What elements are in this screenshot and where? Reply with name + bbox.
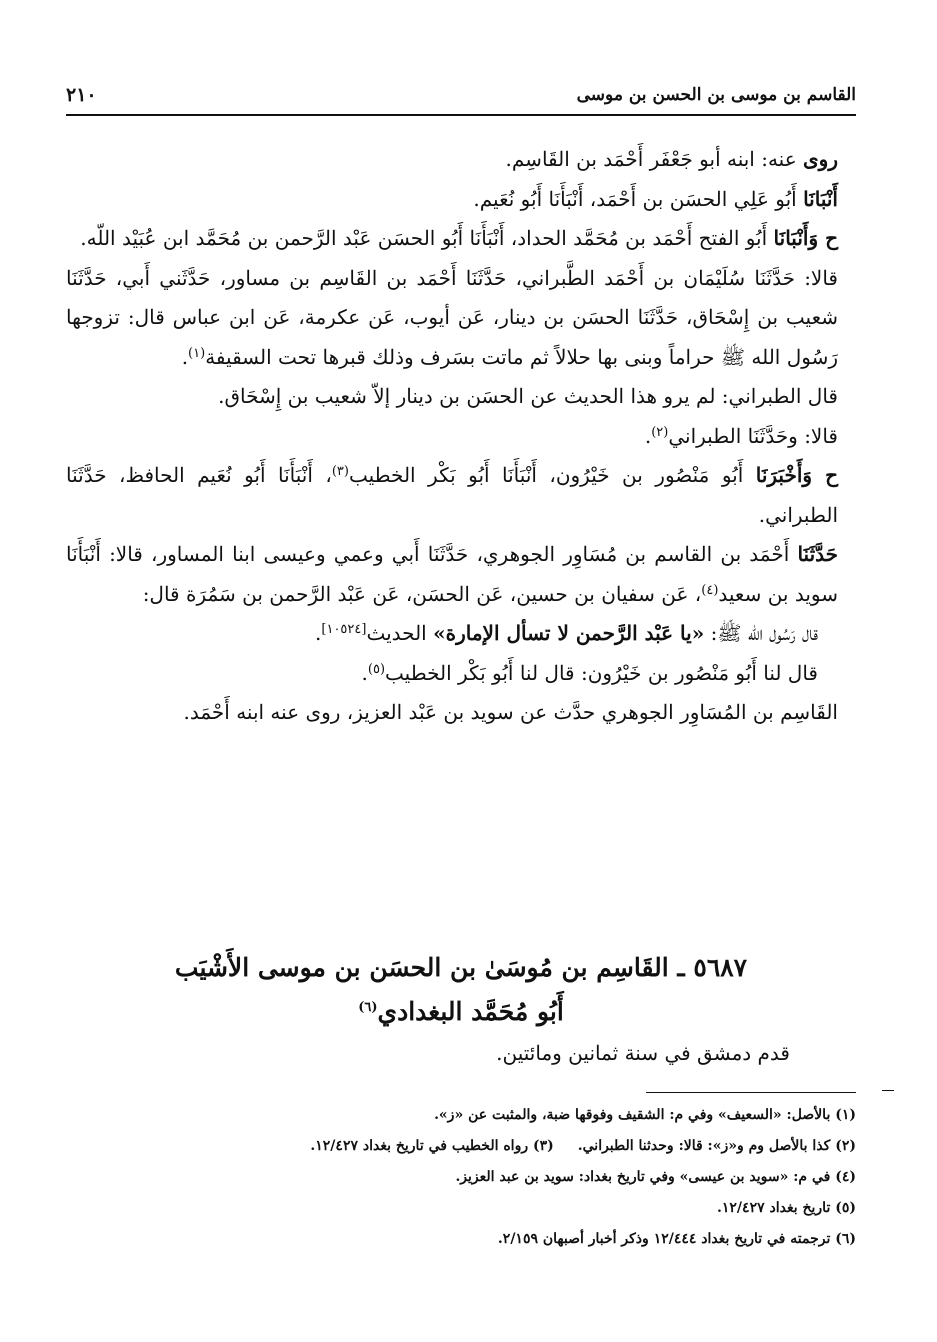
footnote-ref[interactable]: (٤) xyxy=(701,582,719,598)
paragraph xyxy=(66,140,856,180)
footnote-separator xyxy=(646,1092,856,1093)
header-rule xyxy=(66,114,856,116)
footnotes xyxy=(66,1100,856,1255)
paragraph xyxy=(66,654,856,694)
footnote-text: بالأصل: «السعيف» وفي م: الشقيف وفوقها ضبة، والمثبت عن «ز». xyxy=(434,1107,831,1123)
paragraph-text: أَبُو مَنْصُور بن خَيْرُون، أَنْبَأَنَا أَبُو بَكْر الخطيب xyxy=(348,463,756,487)
footnote-number: (٤) xyxy=(835,1169,856,1185)
footnote-ref[interactable]: (٥) xyxy=(367,661,386,677)
paragraph-text: الحديث xyxy=(366,621,434,645)
footnote xyxy=(66,1224,856,1255)
paragraph xyxy=(66,535,856,614)
footnote-text: تاريخ بغداد ١٢/٤٢٧. xyxy=(717,1200,831,1216)
entry-note-text: قدم دمشق في سنة ثمانين ومائتين. xyxy=(496,1041,790,1065)
footnote-ref[interactable]: (٣) xyxy=(331,464,349,479)
paragraph-tail: . xyxy=(361,660,368,685)
entry-heading xyxy=(66,946,856,1034)
paragraph-text: قال رَسُول الله ﷺ: xyxy=(704,621,818,645)
keyword: روى xyxy=(803,147,838,171)
footnote-text: رواه الخطيب في تاريخ بغداد ١٢/٤٢٧. xyxy=(310,1138,529,1154)
entry-note xyxy=(66,1035,856,1071)
keyword: حَدَّثَنَا xyxy=(797,542,838,566)
paragraph-text: أَبُو عَلِي الحسَن بن أَحْمَد، أَنْبَأَنَا أَبُو نُعَيم. xyxy=(473,186,804,211)
hadith-quote: «يا عَبْد الرَّحمن لا تسأل الإمارة» xyxy=(433,621,705,645)
paragraph xyxy=(66,456,856,535)
paragraph-text: قال الطبراني: لم يرو هذا الحديث عن الحسَن بن دينار إلاّ شعيب بن إِسْحَاق. xyxy=(218,384,838,408)
footnote-number: (٣) xyxy=(532,1138,554,1154)
running-title: القاسم بن موسى بن الحسن بن موسى xyxy=(576,85,856,105)
footnote-number: (١) xyxy=(835,1107,856,1123)
entry-title-line2 xyxy=(66,990,856,1034)
footnote xyxy=(66,1131,856,1162)
paragraph-tail: ، عَن سفيان بن حسين، عَن الحسَن، عَن عَبْد الرَّحمن بن سَمُرَة قال: xyxy=(142,581,702,606)
paragraph-text: أَبُو الفتح أَحْمَد بن مُحَمَّد الحداد، أَنْبَأَنَا أَبُو الحسَن عَبْد الرَّحمن بن مُحَمَّد ابن عُبَيْد اللّه. xyxy=(80,226,774,250)
footnote-ref[interactable]: (١) xyxy=(188,345,206,361)
paragraph-text: القَاسِم بن المُسَاوِر الجوهري حدَّث عن سويد بن عَبْد العزيز، روى عنه ابنه أَحْمَد. xyxy=(183,700,838,724)
footnote xyxy=(66,1100,856,1131)
footnote-text: ترجمته في تاريخ بغداد ١٢/٤٤٤ وذكر أخبار أصبهان ٢/١٥٩. xyxy=(497,1231,831,1247)
footnote-number: (٢) xyxy=(835,1138,856,1154)
paragraph xyxy=(66,259,856,378)
footnote xyxy=(66,1162,856,1193)
footnote-number: (٥) xyxy=(835,1200,856,1216)
footnote xyxy=(66,1193,856,1224)
footnote-text: في م: «سويد بن عيسى» وفي تاريخ بغداد: سويد بن عبد العزيز. xyxy=(455,1169,831,1185)
entry-title-line1: ٥٦٨٧ ـ القَاسِم بن مُوسَىٰ بن الحسَن بن موسى الأَشْيَب xyxy=(174,953,748,982)
paragraph-text: عنه: ابنه أبو جَعْفَر أَحْمَد بن القَاسِم. xyxy=(505,147,804,171)
keyword: أَنْبَانَا xyxy=(803,186,838,211)
paragraph-text: قال لنا أَبُو مَنْصُور بن خَيْرُون: قال لنا أَبُو بَكْر الخطيب xyxy=(385,660,818,685)
footnote-number: (٦) xyxy=(835,1231,856,1247)
page-header xyxy=(66,78,856,112)
paragraph xyxy=(66,693,856,733)
paragraph-text: أَحْمَد بن القاسم بن مُسَاوِر الجوهري، حَدَّثَنَا أَبي وعمي وعيسى ابنا المساور، قالا: أَنْبَأَنَا سويد بن سعيد xyxy=(66,542,838,606)
paragraph xyxy=(66,614,856,654)
paragraph-tail: . xyxy=(181,344,189,369)
keyword: ح وَأَخْبَرَنَا xyxy=(755,463,838,487)
footnote-ref[interactable]: (٢) xyxy=(651,424,669,440)
paragraph-text: قالا: وحَدَّثَنَا الطبراني xyxy=(668,423,838,448)
paragraph-tail: . xyxy=(315,621,322,645)
entry-title-name: أَبُو مُحَمَّد البغدادي xyxy=(377,997,564,1026)
paragraph-tail: . xyxy=(644,423,652,448)
main-text xyxy=(66,140,856,733)
paragraph-text: قالا: حَدَّثَنَا سُلَيْمَان بن أَحْمَد الطَّبراني، حَدَّثَنَا أَحْمَد بن القَاسِم بن مساور، حَدَّثَني أَبي، حَدَّثَنَا شعيب بن إِسْحَاق، حَدَّثَنَا الحسَن بن دينار، عَن أيوب، عَن عكرمة، عَن ابن عباس قال: تزوجها رَسُول الله ﷺ حراماً وبنى بها حلالاً ثم ماتت بسَرف وذلك قبرها تحت السقيفة xyxy=(66,265,838,369)
paragraph xyxy=(66,219,856,259)
paragraph-tail: ، أَنْبَأَنَا أَبُو نُعَيم الحافظ، حَدَّثَنَا الطبراني. xyxy=(66,463,838,527)
paragraph xyxy=(66,417,856,457)
hadith-number: [١٠٥٢٤] xyxy=(321,622,367,637)
margin-mark xyxy=(882,1090,894,1091)
footnote-ref[interactable]: (٦) xyxy=(358,1000,378,1015)
page-number: ٢١٠ xyxy=(66,84,97,106)
keyword: ح وَأَنْبَانَا xyxy=(773,226,838,250)
paragraph xyxy=(66,377,856,417)
footnote-text: كذا بالأصل وم و«ز»: قالا: وحدثنا الطبراني. xyxy=(577,1138,831,1154)
paragraph xyxy=(66,180,856,220)
